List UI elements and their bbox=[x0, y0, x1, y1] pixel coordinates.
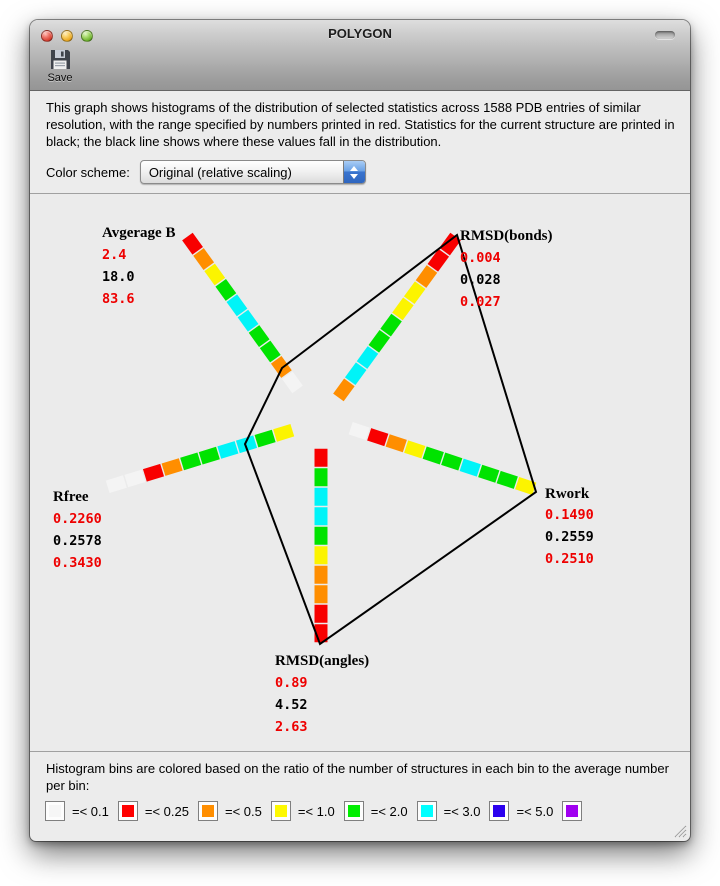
polygon-chart bbox=[30, 194, 690, 751]
histogram-bin bbox=[421, 269, 432, 284]
axis-title-avg_b: Avgerage B bbox=[102, 225, 176, 241]
legend-panel bbox=[30, 752, 690, 821]
color-scheme-row bbox=[46, 160, 690, 184]
histogram-bin bbox=[256, 436, 273, 441]
histogram-bin bbox=[409, 285, 420, 300]
save-floppy-icon bbox=[48, 49, 72, 71]
axis-value-rmsd_angles: 2.63 bbox=[275, 719, 308, 735]
histogram-bin bbox=[443, 459, 460, 465]
legend-bins-row bbox=[40, 801, 676, 821]
histogram-bin bbox=[199, 252, 209, 266]
save-button-label: Save bbox=[47, 72, 73, 84]
legend-bin-label: =< 0.1 bbox=[72, 803, 109, 819]
legend-swatch bbox=[562, 801, 582, 821]
axis-value-avg_b: 18.0 bbox=[102, 269, 135, 285]
title-bar[interactable] bbox=[30, 20, 690, 48]
legend-swatch bbox=[271, 801, 291, 821]
legend-bin-label: =< 0.25 bbox=[144, 803, 189, 819]
legend-text: Histogram bins are colored based on the ratio of the number of structures in each bin to the average number per bin: bbox=[46, 761, 669, 793]
histogram-bin bbox=[145, 470, 162, 475]
legend-bin-label: =< 5.0 bbox=[516, 803, 554, 819]
axis-value-avg_b: 83.6 bbox=[102, 291, 135, 307]
histogram-bin bbox=[499, 477, 516, 483]
histogram-bin bbox=[351, 428, 368, 434]
legend-bin bbox=[193, 801, 266, 821]
axis-value-rwork: 0.1490 bbox=[545, 507, 594, 523]
axis-bar-rwork bbox=[351, 428, 535, 489]
color-scheme-label: Color scheme: bbox=[46, 164, 130, 180]
axis-value-rfree: 0.3430 bbox=[53, 555, 102, 571]
axis-value-rmsd_bonds: 0.028 bbox=[460, 272, 501, 288]
axis-value-rfree: 0.2260 bbox=[53, 511, 102, 527]
histogram-bin bbox=[388, 440, 405, 446]
histogram-bin bbox=[126, 476, 143, 481]
histogram-bin bbox=[265, 344, 275, 358]
window-chrome bbox=[30, 20, 690, 91]
legend-bin-label: =< 1.0 bbox=[297, 803, 335, 819]
histogram-bin bbox=[386, 318, 397, 333]
legend-bin bbox=[412, 801, 485, 821]
axis-bar-rfree bbox=[108, 430, 293, 487]
color-scheme-selected-value: Original (relative scaling) bbox=[148, 164, 292, 180]
histogram-bin bbox=[182, 459, 199, 464]
arrow-down-icon bbox=[350, 174, 358, 179]
histogram-bin bbox=[187, 237, 197, 251]
legend-bin bbox=[339, 801, 412, 821]
axis-title-rfree: Rfree bbox=[53, 489, 89, 505]
description-text: This graph shows histograms of the distribution of selected statistics across 1588 PDB entries of similar resolution, with the range specified by numbers printed in red. Statistics for the current structure are printed in black; the black line shows where these values fall in the distribution. bbox=[46, 100, 675, 149]
histogram-bin bbox=[254, 329, 264, 343]
color-scheme-select[interactable] bbox=[140, 160, 366, 184]
histogram-bin bbox=[287, 375, 297, 389]
legend-swatch bbox=[118, 801, 138, 821]
histogram-bin bbox=[362, 350, 373, 365]
polygon-plot-area bbox=[30, 193, 690, 752]
legend-bin-label: =< 3.0 bbox=[443, 803, 481, 819]
axis-value-rmsd_angles: 4.52 bbox=[275, 697, 308, 713]
histogram-bin bbox=[163, 464, 180, 469]
axis-title-rmsd_angles: RMSD(angles) bbox=[275, 653, 370, 669]
histogram-bin bbox=[338, 382, 349, 397]
legend-swatch bbox=[45, 801, 65, 821]
legend-bin bbox=[266, 801, 339, 821]
resize-grip[interactable] bbox=[674, 825, 687, 838]
axis-value-avg_b: 2.4 bbox=[102, 247, 127, 263]
legend-swatch bbox=[344, 801, 364, 821]
histogram-bin bbox=[397, 301, 408, 316]
window-title: POLYGON bbox=[328, 26, 392, 41]
histogram-bin bbox=[108, 482, 125, 487]
axis-value-rwork: 0.2510 bbox=[545, 551, 594, 567]
axis-value-rwork: 0.2559 bbox=[545, 529, 594, 545]
axis-title-rwork: Rwork bbox=[545, 486, 590, 502]
histogram-bin bbox=[275, 430, 292, 435]
legend-swatch bbox=[417, 801, 437, 821]
axis-bar-rmsd_bonds bbox=[338, 237, 455, 398]
axis-title-rmsd_bonds: RMSD(bonds) bbox=[460, 228, 553, 244]
histogram-bin bbox=[232, 298, 242, 312]
histogram-bin bbox=[480, 471, 497, 477]
legend-bin bbox=[484, 801, 557, 821]
axis-value-rmsd_angles: 0.89 bbox=[275, 675, 308, 691]
toolbar bbox=[30, 48, 690, 90]
histogram-bin bbox=[219, 447, 236, 452]
legend-bin bbox=[40, 801, 113, 821]
axis-bar-avg_b bbox=[187, 237, 297, 390]
histogram-bin bbox=[406, 447, 423, 453]
legend-bin bbox=[557, 801, 589, 821]
histogram-bin bbox=[350, 366, 361, 381]
legend-bin-label: =< 2.0 bbox=[370, 803, 408, 819]
save-button[interactable] bbox=[43, 49, 77, 89]
popup-stepper-icon bbox=[343, 161, 365, 183]
toolbar-toggle-button[interactable] bbox=[655, 31, 675, 39]
histogram-bin bbox=[517, 483, 534, 489]
histogram-bin bbox=[243, 314, 253, 328]
axis-value-rfree: 0.2578 bbox=[53, 533, 102, 549]
axis-value-rmsd_bonds: 0.027 bbox=[460, 294, 501, 310]
histogram-bin bbox=[201, 453, 218, 458]
histogram-bin bbox=[369, 434, 386, 440]
legend-swatch bbox=[198, 801, 218, 821]
legend-bin-label: =< 0.5 bbox=[224, 803, 262, 819]
histogram-bin bbox=[210, 267, 220, 281]
histogram-bin bbox=[462, 465, 479, 471]
legend-swatch bbox=[489, 801, 509, 821]
arrow-up-icon bbox=[350, 166, 358, 171]
histogram-bin bbox=[374, 334, 385, 349]
axis-value-rmsd_bonds: 0.004 bbox=[460, 250, 501, 266]
histogram-bin bbox=[433, 253, 444, 268]
histogram-bin bbox=[425, 453, 442, 459]
legend-bin bbox=[113, 801, 193, 821]
histogram-bin bbox=[221, 283, 231, 297]
polygon-window bbox=[30, 20, 690, 841]
